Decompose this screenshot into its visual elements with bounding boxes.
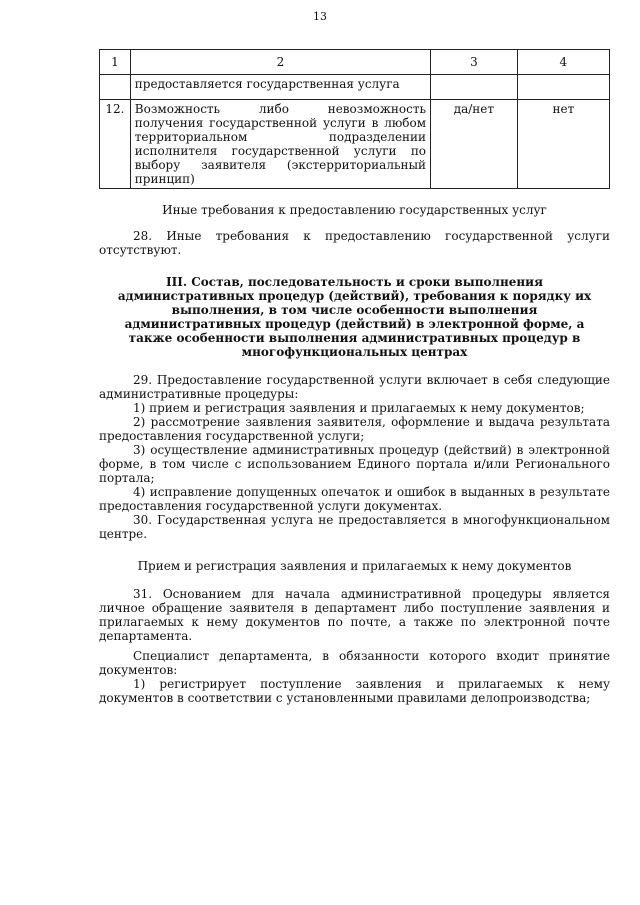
list-item: 4) исправление допущенных опечаток и ошибок в выданных в результате предоставления государственной услуги документах.: [99, 485, 610, 513]
table-header-cell: 4: [517, 50, 609, 75]
paragraph: Специалист департамента, в обязанности которого входит принятие документов:: [99, 649, 610, 677]
paragraph: 31. Основанием для начала административной процедуры является личное обращение заявителя в департамент либо поступление заявления и прилагаемых к нему документов по почте, а также по электронной почте департамента.: [99, 587, 610, 643]
table-cell: [517, 75, 609, 100]
list-item: 2) рассмотрение заявления заявителя, оформление и выдача результата предоставления государственной услуги;: [99, 415, 610, 443]
paragraph: 30. Государственная услуга не предоставляется в многофункциональном центре.: [99, 513, 610, 541]
list-item: 3) осуществление административных процедур (действий) в электронной форме, в том числе с использованием Единого портала и/или Регионального портала;: [99, 443, 610, 485]
list-item: 1) прием и регистрация заявления и прилагаемых к нему документов;: [133, 401, 585, 415]
page-number: 13: [313, 10, 327, 23]
paragraph: 28. Иные требования к предоставлению государственной услуги отсутствуют.: [99, 229, 610, 257]
requirements-table: [99, 49, 610, 189]
chapter-heading: III. Состав, последовательность и сроки выполнения административных процедур (действий), требования к порядку их выполнения, в том числе особенности выполнения административных процедур (действий) в электронной форме, а также особенности выполнения административных процедур в многофункциональных центрах: [117, 275, 592, 359]
table-cell: [100, 75, 131, 100]
table-cell-number: 12.: [100, 100, 131, 189]
table-cell: [431, 75, 518, 100]
table-cell-value: нет: [517, 100, 609, 189]
table-row: [100, 100, 610, 189]
document-body: [99, 203, 610, 705]
section-heading: Прием и регистрация заявления и прилагаемых к нему документов: [137, 559, 572, 573]
list-item: 1) регистрирует поступление заявления и прилагаемых к нему документов в соответствии с установленными правилами делопроизводства;: [99, 677, 610, 705]
paragraph: 29. Предоставление государственной услуги включает в себя следующие административные процедуры:: [99, 373, 610, 401]
table-cell: предоставляется государственная услуга: [130, 75, 430, 100]
table-header-cell: 3: [431, 50, 518, 75]
table-cell-description: Возможность либо невозможность получения государственной услуги в любом территориальном подразделении исполнителя государственной услуги по выбору заявителя (экстерриториальный принцип): [130, 100, 430, 189]
table-header-cell: 1: [100, 50, 131, 75]
table-row: [100, 75, 610, 100]
section-heading: Иные требования к предоставлению государственных услуг: [162, 203, 547, 217]
table-header-cell: 2: [130, 50, 430, 75]
table-cell-options: да/нет: [431, 100, 518, 189]
table-header-row: [100, 50, 610, 75]
